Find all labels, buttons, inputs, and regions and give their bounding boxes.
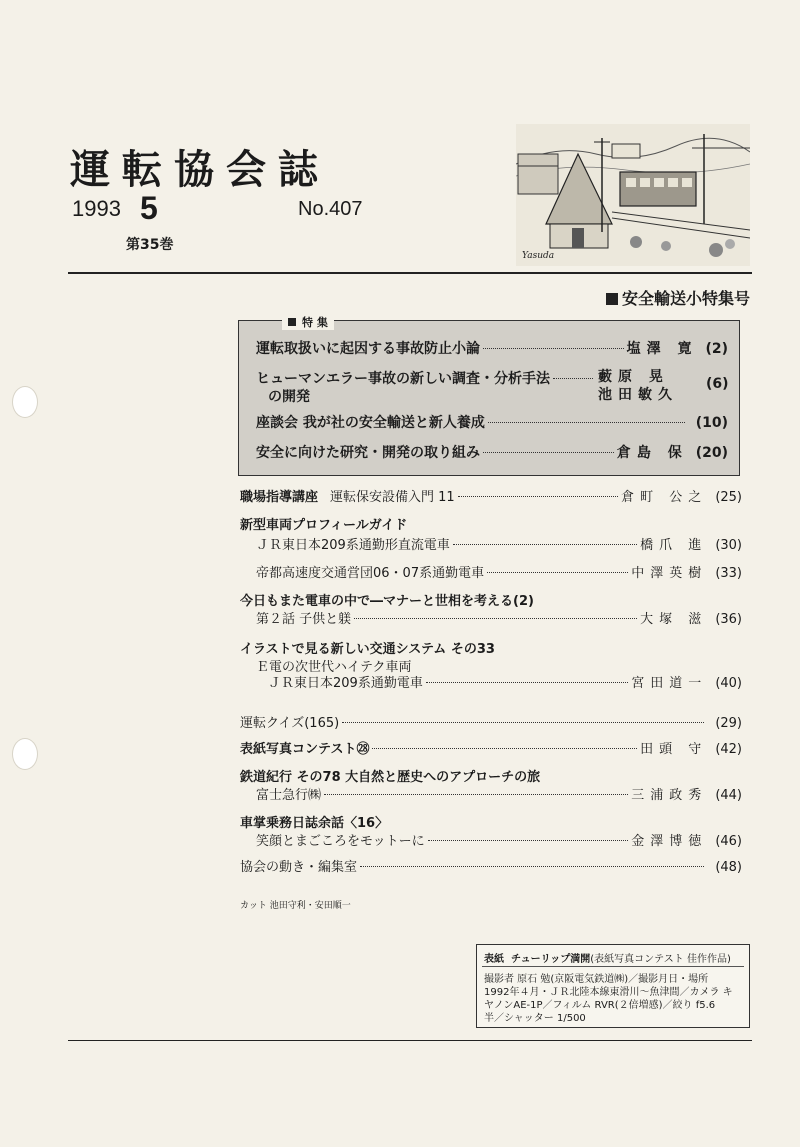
toc-entry[interactable] xyxy=(240,486,742,505)
entry-author: 大塚 滋 xyxy=(640,612,708,627)
leader-dots xyxy=(342,722,704,723)
entry-page: (42) xyxy=(715,742,742,757)
entry-author: 金澤博徳 xyxy=(631,834,708,849)
entry-page: (6) xyxy=(706,376,729,392)
toc-entry[interactable] xyxy=(256,830,742,849)
header-divider xyxy=(68,272,752,274)
leader-dots xyxy=(487,572,628,573)
entry-author: 倉島 保 xyxy=(616,445,688,461)
entry-title: 運転クイズ(165) xyxy=(240,716,340,731)
entry-title: 運転取扱いに起因する事故防止小論 xyxy=(256,341,480,357)
square-bullet-icon xyxy=(606,293,618,305)
entry-title: 座談会 我が社の安全輸送と新人養成 xyxy=(256,415,485,431)
entry-page: (29) xyxy=(715,716,742,731)
entry-author: 橋爪 進 xyxy=(640,538,708,553)
toc-entry[interactable] xyxy=(256,562,742,581)
toc-entry[interactable] xyxy=(240,738,742,757)
cover-info-line: 半／シャッター 1/500 xyxy=(484,1013,586,1024)
toc-entry[interactable] xyxy=(256,368,596,388)
entry-author: 藪原 晃 xyxy=(598,369,669,385)
issue-number: No.407 xyxy=(298,198,363,220)
entry-author: 中澤英樹 xyxy=(631,566,708,581)
cover-info-line: 1992年４月・ＪＲ北陸本線東滑川～魚津間／カメラ キ xyxy=(484,987,733,998)
entry-title: 第２話 子供と躾 xyxy=(256,612,352,627)
leader-dots xyxy=(428,840,629,841)
leader-dots xyxy=(488,422,685,423)
entry-title: 協会の動き・編集室 xyxy=(240,860,358,875)
square-bullet-icon xyxy=(288,318,296,326)
leader-dots xyxy=(483,452,614,453)
issue-month: 5 xyxy=(140,190,158,226)
toc-entry[interactable] xyxy=(256,412,728,432)
entry-page: (20) xyxy=(695,445,728,461)
illustration-credits: カット 池田守利・安田順一 xyxy=(240,901,351,911)
entry-page: (30) xyxy=(715,538,742,553)
binder-hole xyxy=(12,386,38,418)
leader-dots xyxy=(324,794,628,795)
entry-author: 塩澤 寛 xyxy=(626,341,698,357)
entry-author: 池田敏久 xyxy=(598,387,678,403)
leader-dots xyxy=(372,748,637,749)
cover-illustration xyxy=(516,124,750,266)
illustration-signature: Yasuda xyxy=(522,251,555,261)
binder-hole xyxy=(12,738,38,770)
toc-entry[interactable] xyxy=(268,672,742,691)
leader-dots xyxy=(360,866,704,867)
entry-page: (25) xyxy=(715,490,742,505)
leader-dots xyxy=(458,496,618,497)
issue-year: 1993 xyxy=(72,196,121,221)
entry-title: 安全に向けた研究・開発の取り組み xyxy=(256,445,480,461)
entry-author: 宮田道一 xyxy=(631,676,708,691)
entry-author: 田頭 守 xyxy=(640,742,708,757)
toc-entry[interactable] xyxy=(256,534,742,553)
toc-entry[interactable] xyxy=(240,712,742,731)
entry-title: ＪＲ東日本209系通勤電車 xyxy=(268,676,423,691)
entry-title: 帝都高速度交通営団06・07系通勤電車 xyxy=(256,566,485,581)
entry-page: (36) xyxy=(715,612,742,627)
entry-page: (40) xyxy=(715,676,742,691)
toc-entry[interactable] xyxy=(256,608,742,627)
feature-tag: 特 集 xyxy=(282,314,334,330)
leader-dots xyxy=(354,618,637,619)
entry-author: 三浦政秀 xyxy=(631,788,708,803)
series-title: イラストで見る新しい交通システム その33 xyxy=(240,642,495,657)
cover-info-divider xyxy=(482,966,744,967)
toc-entry[interactable] xyxy=(256,338,728,358)
entry-title: 富士急行㈱ xyxy=(256,788,322,803)
toc-entry[interactable] xyxy=(240,856,742,875)
entry-author: 倉町 公之 xyxy=(621,490,708,505)
entry-title: 運転保安設備入門 11 xyxy=(330,490,455,505)
entry-page: (10) xyxy=(695,415,728,431)
magazine-title: 運転協会誌 xyxy=(70,147,330,193)
entry-subtitle: Ｅ電の次世代ハイテク車両 xyxy=(256,660,412,675)
footer-divider xyxy=(68,1040,752,1041)
leader-dots xyxy=(453,544,637,545)
leader-dots xyxy=(553,378,593,379)
cover-info-line: ヤノンAE-1P／フィルム RVR(２倍増感)／絞り f5.6 xyxy=(484,1000,716,1011)
series-title: 今日もまた電車の中で―マナーと世相を考える(2) xyxy=(240,594,534,609)
series-title: 新型車両プロフィールガイド xyxy=(240,518,408,533)
entry-title: ヒューマンエラー事故の新しい調査・分析手法 xyxy=(256,371,550,387)
leader-dots xyxy=(426,682,628,683)
entry-page: (46) xyxy=(715,834,742,849)
special-issue-label: 安全輸送小特集号 xyxy=(606,286,750,309)
entry-page: (33) xyxy=(715,566,742,581)
entry-title-continued: の開発 xyxy=(268,389,310,405)
series-title: 車掌乗務日誌余話〈16〉 xyxy=(240,816,389,831)
entry-title: 表紙写真コンテスト㉘ xyxy=(240,742,370,757)
volume-number: 第35巻 xyxy=(126,237,174,253)
entry-title: 笑顔とまごころをモットーに xyxy=(256,834,425,849)
entry-page: (48) xyxy=(715,860,742,875)
cover-info-heading: 表紙 チューリップ満開(表紙写真コンテスト 佳作作品) xyxy=(484,954,731,965)
entry-page: (2) xyxy=(705,341,728,357)
entry-authors xyxy=(598,368,678,404)
cover-info-line: 撮影者 原石 勉(京阪電気鉄道㈱)／撮影月日・場所 xyxy=(484,974,709,985)
leader-dots xyxy=(483,348,624,349)
series-title: 鉄道紀行 その78 大自然と歴史へのアプローチの旅 xyxy=(240,770,541,785)
entry-page: (44) xyxy=(715,788,742,803)
toc-entry[interactable] xyxy=(256,784,742,803)
series-title: 職場指導講座 xyxy=(240,490,319,505)
entry-title: ＪＲ東日本209系通勤形直流電車 xyxy=(256,538,450,553)
toc-entry[interactable] xyxy=(256,442,728,462)
